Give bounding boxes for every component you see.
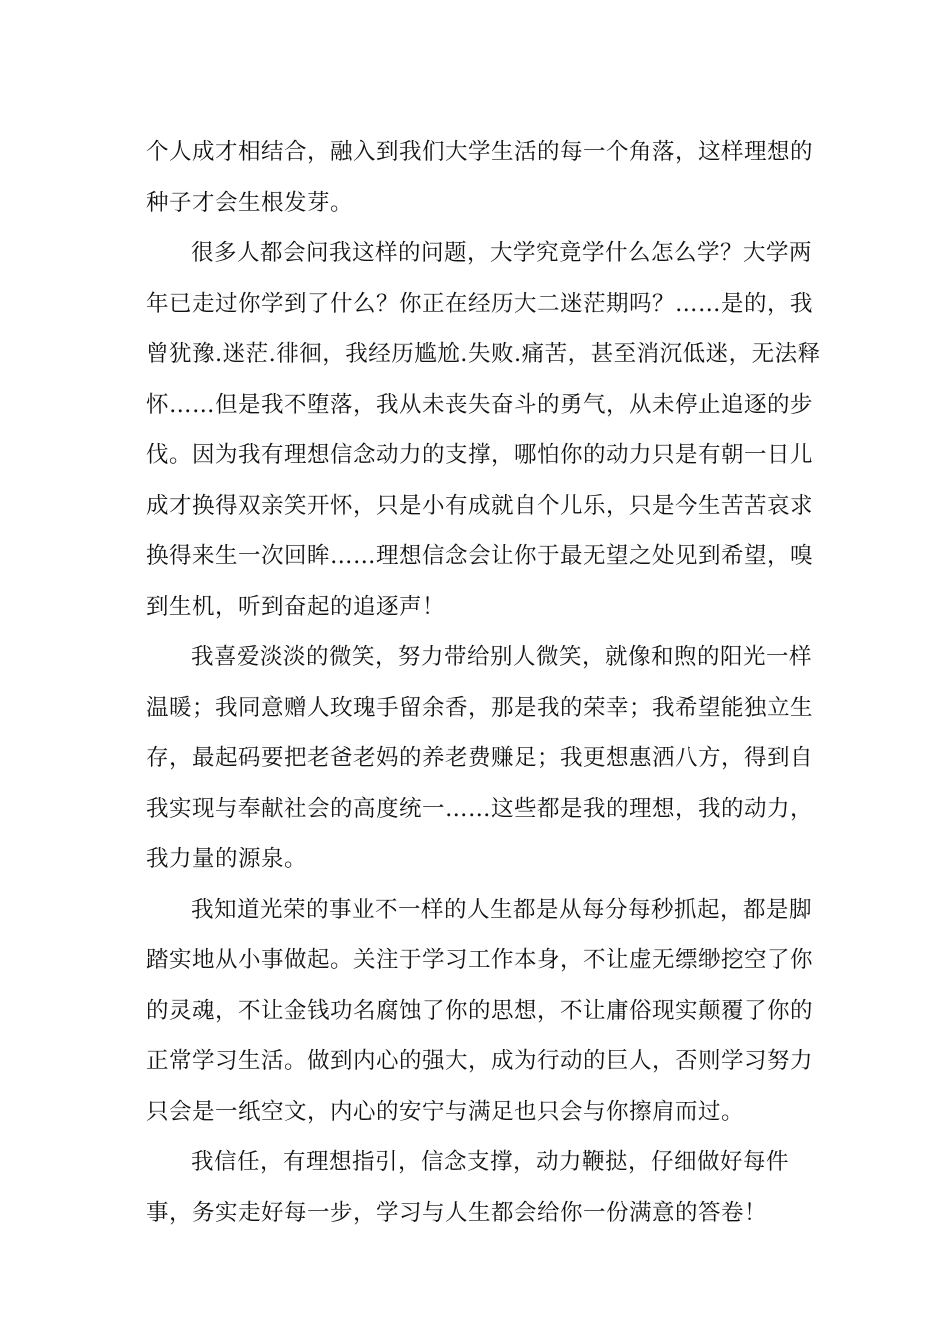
paragraph-3: 我喜爱淡淡的微笑，努力带给别人微笑，就像和煦的阳光一样温暖；我同意赠人玫瑰手留余香，那是我的荣幸；我希望能独立生存，最起码要把老爸老妈的养老费赚足；我更想惠洒八方，得到自我实现与奉献社会的高度统一……这些都是我的理想，我的动力，我力量的源泉。 (146, 644, 814, 872)
paragraph-5: 我信任，有理想指引，信念支撑，动力鞭挞，仔细做好每件事，务实走好每一步，学习与人生都会给你一份满意的答卷！ (146, 1149, 790, 1226)
paragraph-2: 很多人都会问我这样的问题，大学究竟学什么怎么学？大学两年已走过你学到了什么？你正在经历大二迷茫期吗？……是的，我曾犹豫.迷茫.徘徊，我经历尴尬.失败.痛苦，甚至消沉低迷，无法释怀……但是我不堕落，我从未丧失奋斗的勇气，从未停止追逐的步伐。因为我有理想信念动力的支撑，哪怕你的动力只是有朝一日儿成才换得双亲笑开怀，只是小有成就自个儿乐，只是今生苦苦哀求换得来生一次回眸……理想信念会让你于最无望之处见到希望，嗅到生机，听到奋起的追逐声！ (146, 240, 821, 620)
paragraph-4: 我知道光荣的事业不一样的人生都是从每分每秒抓起，都是脚踏实地从小事做起。关注于学习工作本身，不让虚无缥缈挖空了你的灵魂，不让金钱功名腐蚀了你的思想，不让庸俗现实颠覆了你的正常学习生活。做到内心的强大，成为行动的巨人，否则学习努力只会是一纸空文，内心的安宁与满足也只会与你擦肩而过。 (146, 896, 814, 1125)
paragraph-1: 个人成才相结合，融入到我们大学生活的每一个角落，这样理想的种子才会生根发芽。 (146, 139, 814, 216)
body-text (146, 127, 826, 1238)
